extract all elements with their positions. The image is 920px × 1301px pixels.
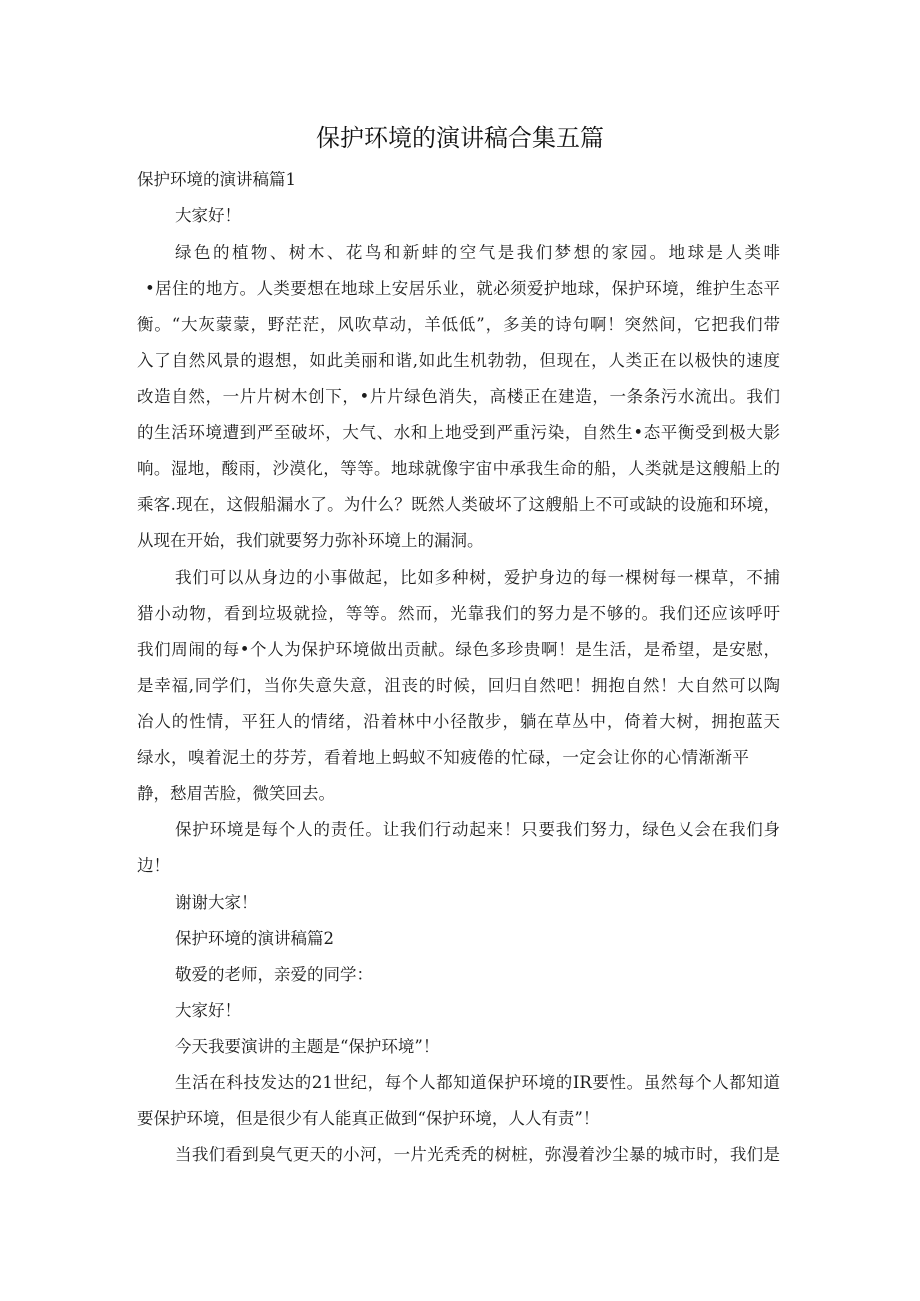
page-title: 保护环境的演讲稿合集五篇 [316, 124, 604, 152]
paragraph-line: 保护环境是每个人的责任。让我们行动起来！只要我们努力，绿色乂会在我们身 [175, 820, 780, 839]
paragraph-line: 猎小动物，看到垃圾就捡，等等。然而，光靠我们的努力是不够的。我们还应该呼吁 [137, 604, 780, 623]
paragraph-line: 今天我要演讲的主题是“保护环境”！ [175, 1037, 440, 1056]
paragraph-line: 我们可以从身边的小事做起，比如多种树，爱护身边的每一棵树每一棵草，不捕 [175, 568, 780, 587]
paragraph-line: 的生活环境遭到严至破坏，大气、水和上地受到严重污染，自然生•态平衡受到极大影 [137, 423, 780, 442]
paragraph-line: 要保护环境，但是很少有人能真正做到“保护环境，人人有责”！ [137, 1109, 600, 1128]
paragraph-line: 大家好！ [175, 206, 241, 225]
paragraph-line: 入了自然风景的遐想，如此美丽和谐,如此生机勃勃，但现在，人类正在以极快的速度 [137, 351, 780, 370]
section-heading: 保护环境的演讲稿篇1 [137, 170, 296, 189]
paragraph-line: 当我们看到臭气更天的小河，一片光秃秃的树桩，弥漫着沙尘暴的城市时，我们是 [175, 1145, 780, 1164]
section-heading: 保护环境的演讲稿篇2 [175, 929, 334, 948]
paragraph-line: 从现在开始，我们就要努力弥补环境上的漏洞。 [137, 531, 484, 550]
paragraph-line: 绿色的植物、树木、花鸟和新蚌的空气是我们梦想的家园。地球是人类啡 [175, 243, 780, 262]
paragraph-line: 静，愁眉苦脸，微笑回去。 [137, 784, 335, 803]
paragraph-line: 改造自然，一片片树木创下，•片片绿色消失，高楼正在建造，一条条污水流出。我们 [137, 387, 780, 406]
paragraph-line: 谢谢大家！ [175, 893, 258, 912]
paragraph-line: 衡。“大灰蒙蒙，野茫茫，风吹草动，羊低低”，多美的诗句啊！突然间，它把我们带 [137, 315, 780, 334]
paragraph-line: 冶人的性情，平狂人的情绪，沿着林中小径散步，躺在草丛中，倚着大树，拥抱蓝天 [137, 712, 780, 731]
paragraph-line: 敬爱的老师，亲爱的同学： [175, 965, 373, 984]
paragraph-line: 大家好！ [175, 1001, 241, 1020]
paragraph-line: 生活在科技发达的21世纪，每个人都知道保护环境的IR要性。虽然每个人都知道 [175, 1073, 780, 1092]
paragraph-line: 是幸福,同学们，当你失意失意，沮丧的时候，回归自然吧！拥抱自然！大自然可以陶 [137, 676, 780, 695]
paragraph-line: •居住的地方。人类要想在地球上安居乐业，就必须爱护地球，保护环境，维护生态平 [145, 279, 780, 298]
paragraph-line: 绿水，嗅着泥土的芬芳，看着地上蚂蚁不知疲倦的忙碌，一定会让你的心情渐渐平 [137, 748, 749, 767]
paragraph-line: 乘客.现在，这假船漏水了。为什么？既然人类破坏了这艘船上不可或缺的设施和环境， [137, 495, 780, 514]
paragraph-line: 我们周闹的每•个人为保护环境做出贡献。绿色多珍贵啊！是生活，是希望，是安慰， [137, 640, 780, 659]
paragraph-line: 边！ [137, 856, 170, 875]
paragraph-line: 响。湿地，酸雨，沙漠化，等等。地球就像宇宙中承我生命的船，人类就是这艘船上的 [137, 459, 780, 478]
